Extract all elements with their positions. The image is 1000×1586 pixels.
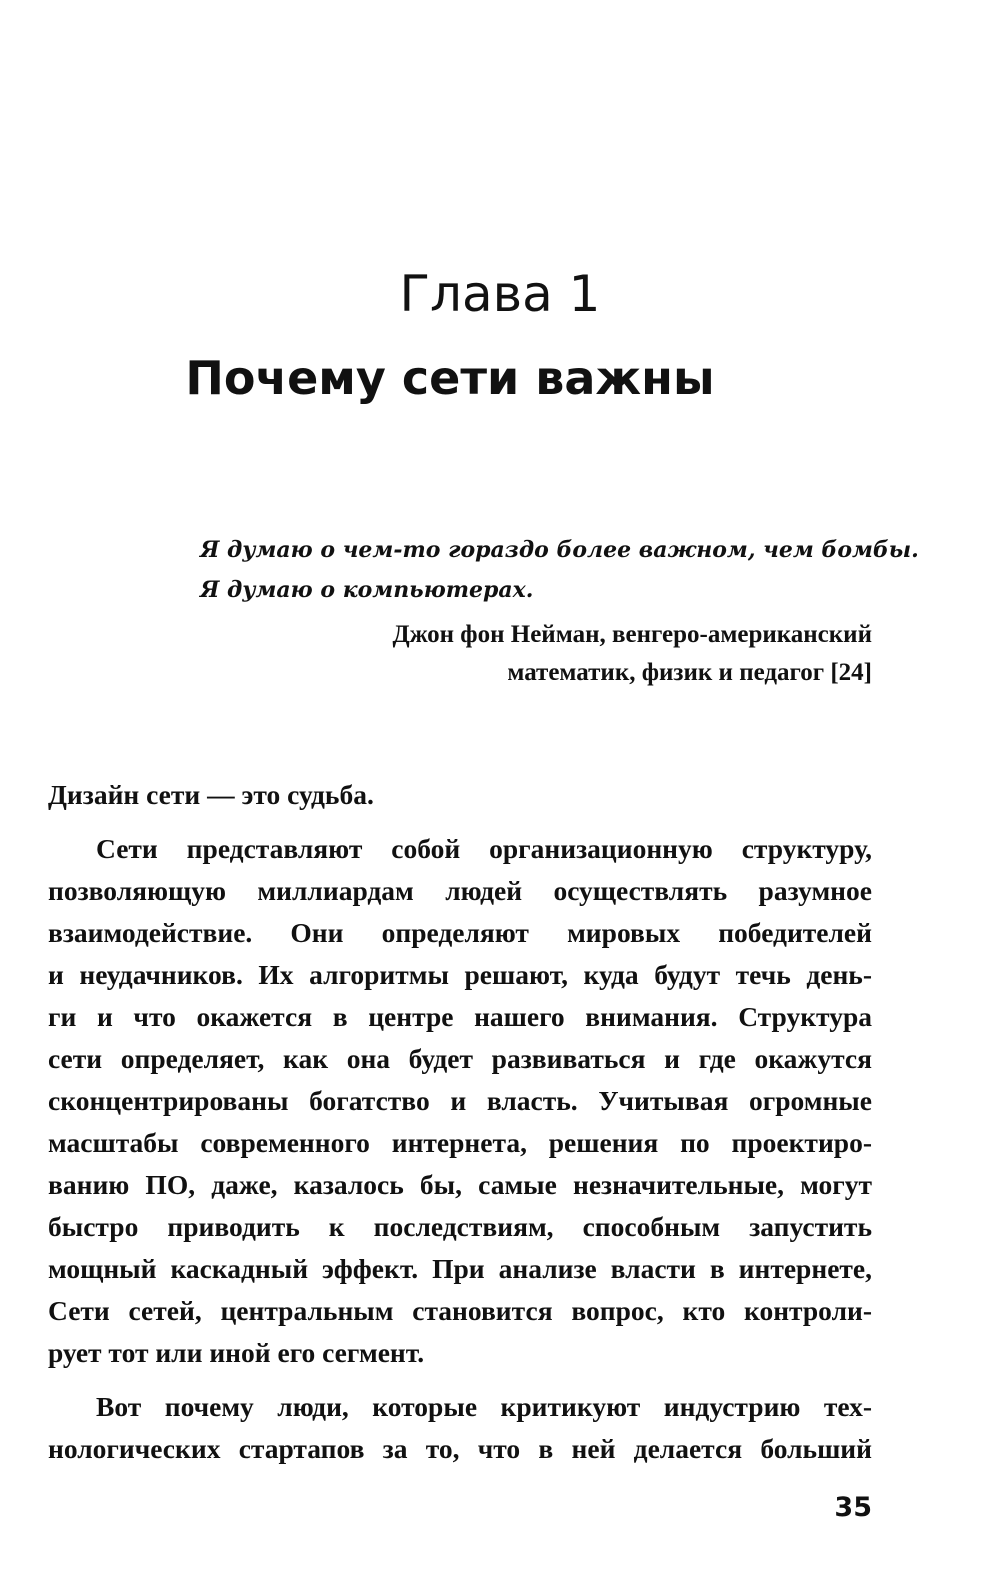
epigraph-attribution	[200, 616, 872, 692]
epigraph	[200, 530, 919, 692]
page-number: 35	[834, 1492, 872, 1523]
text-line: ванию ПО, даже, казалось бы, самые незначительные, могут	[48, 1169, 872, 1200]
text-line: и неудачников. Их алгоритмы решают, куда будут течь день-	[48, 959, 872, 990]
text-line: мощный каскадный эффект. При анализе власти в интернете,	[48, 1253, 872, 1284]
chapter-label: Глава 1	[399, 265, 601, 323]
text-line: Сети представляют собой организационную структуру,	[96, 833, 872, 864]
chapter-title: Почему сети важны	[185, 351, 715, 405]
text-line: ги и что окажется в центре нашего внимания. Структура	[48, 1001, 872, 1032]
attribution-line: математик, физик и педагог [24]	[507, 659, 872, 686]
text-line: масштабы современного интернета, решения по проектиро-	[48, 1127, 872, 1158]
text-line: Сети сетей, центральным становится вопрос, кто контроли-	[48, 1295, 872, 1326]
attribution-line: Джон фон Нейман, венгеро-американский	[392, 621, 872, 648]
text-line: рует тот или иной его сегмент.	[48, 1337, 425, 1368]
text-line: Вот почему люди, которые критикуют индустрию тех-	[96, 1391, 872, 1422]
text-line: сети определяет, как она будет развиваться и где окажутся	[48, 1043, 872, 1074]
text-line: сконцентрированы богатство и власть. Учитывая огромные	[48, 1085, 872, 1116]
text-line: позволяющую миллиардам людей осуществлять разумное	[48, 875, 872, 906]
text-line: Дизайн сети — это судьба.	[48, 779, 374, 810]
text-line: взаимодействие. Они определяют мировых победителей	[48, 917, 872, 948]
body-text	[48, 774, 872, 1470]
epigraph-quote-line: Я думаю о компьютерах.	[200, 577, 534, 603]
text-line: быстро приводить к последствиям, способным запустить	[48, 1211, 872, 1242]
epigraph-quote-line: Я думаю о чем-то гораздо более важном, чем бомбы.	[200, 537, 919, 563]
text-line: нологических стартапов за то, что в ней делается больший	[48, 1433, 872, 1464]
